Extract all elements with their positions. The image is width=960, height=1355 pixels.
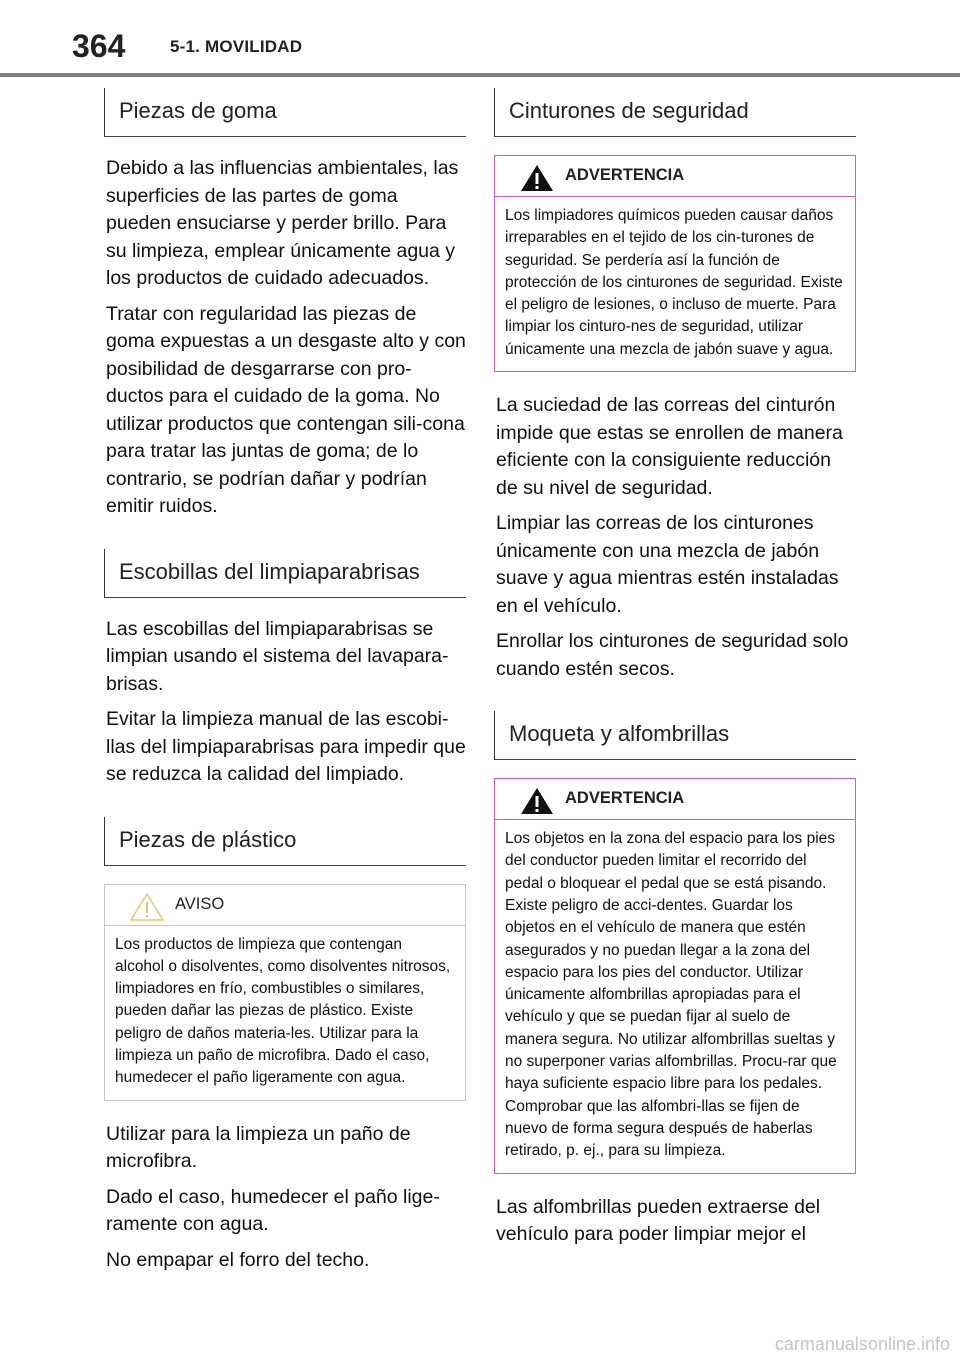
paragraph: Debido a las influencias ambientales, las superficies de las partes de goma pueden ensuciarse y perder brillo. Para su limpieza, emplear únicamente agua y los productos de cuidado adecuados. <box>106 157 459 289</box>
notice-title: AVISO <box>175 894 225 913</box>
warning-box <box>494 778 856 1173</box>
notice-header <box>105 885 465 926</box>
caution-outline-icon <box>129 892 165 922</box>
warning-title: ADVERTENCIA <box>565 789 685 808</box>
paragraph: Dado el caso, humedecer el paño lige-ramente con agua. <box>106 1185 440 1236</box>
page-number: 364 <box>72 28 126 64</box>
paragraph: Las escobillas del limpiaparabrisas se limpian usando el sistema del lavapara-brisas. <box>106 617 449 695</box>
page-header <box>0 0 960 80</box>
paragraph: No empapar el forro del techo. <box>106 1248 370 1271</box>
left-column <box>104 88 466 1282</box>
paragraph: Evitar la limpieza manual de las escobi-llas del limpiaparabrisas para impedir que se reduzca la calidad del limpiado. <box>106 708 466 785</box>
paragraph: Utilizar para la limpieza un paño de microfibra. <box>106 1122 411 1173</box>
section-heading-carpet: Moqueta y alfombrillas <box>494 711 856 760</box>
paragraph: Las alfombrillas pueden extraerse del vehículo para poder limpiar mejor el <box>496 1195 821 1246</box>
chapter-title: 5-1. MOVILIDAD <box>170 37 303 56</box>
header-rule <box>0 73 960 77</box>
warning-title: ADVERTENCIA <box>565 166 685 184</box>
paragraph: Tratar con regularidad las piezas de goma expuestas a un desgaste alto y con posibilidad de desgarrarse con pro-ductos para el cuidado de la goma. No utilizar productos que contengan sili-cona para tratar las juntas de goma; de lo contrario, se podrían dañar y podrían emitir ruidos. <box>106 302 466 517</box>
warning-triangle-icon <box>519 163 555 193</box>
warning-triangle-icon <box>519 786 555 816</box>
paragraph: Limpiar las correas de los cinturones únicamente con una mezcla de jabón suave y agua mientras estén instaladas en el vehículo. <box>496 512 839 617</box>
section-heading-wipers: Escobillas del limpiaparabrisas <box>104 549 466 598</box>
paragraph: Enrollar los cinturones de seguridad solo cuando estén secos. <box>496 630 849 680</box>
warning-text: Los objetos en la zona del espacio para los pies del conductor pueden limitar el recorrido del pedal o bloquear el pedal que se está pisando. Existe peligro de acci-dentes. Guardar los objetos en el vehículo de manera que estén asegurados y no puedan llegar a la zona del espacio para los pies del conductor. Utilizar únicamente alfombrillas apropiadas para el vehículo y que se puedan fijar al suelo de manera segura. No utilizar alfombrillas sueltas y no superponer varias alfombrillas. Procu-rar que haya suficiente espacio libre para los pedales. Comprobar que las alfombri-llas se fijen de nuevo de forma segura después de haberlas retirado, p. ej., para su limpieza. <box>505 830 837 1160</box>
watermark: carmanualsonline.info <box>774 1334 950 1354</box>
warning-header <box>495 156 855 197</box>
notice-text: Los productos de limpieza que contengan alcohol o disolventes, como disolventes nitrosos, limpiadores en frío, combustibles o similares, pueden dañar las piezas de plástico. Existe peligro de daños materia-les. Utilizar para la limpieza un paño de microfibra. Dado el caso, humedecer el paño ligeramente con agua. <box>115 935 451 1087</box>
right-column <box>494 88 856 1257</box>
section-heading-rubber: Piezas de goma <box>104 88 466 137</box>
warning-text: Los limpiadores químicos pueden causar daños irreparables en el tejido de los cin-turones de seguridad. Se perdería así la función de protección de los cinturones de seguridad. Existe el peligro de lesiones, o incluso de muerte. Para limpiar los cinturo-nes de seguridad, utilizar únicamente una mezcla de jabón suave y agua. <box>505 207 843 358</box>
notice-box <box>104 884 466 1101</box>
warning-header <box>495 779 855 820</box>
paragraph: La suciedad de las correas del cinturón impide que estas se enrollen de manera eficiente con la consiguiente reducción de su nivel de seguridad. <box>496 394 843 499</box>
warning-box <box>494 155 856 372</box>
section-heading-plastic: Piezas de plástico <box>104 817 466 866</box>
section-heading-belts: Cinturones de seguridad <box>494 88 856 137</box>
